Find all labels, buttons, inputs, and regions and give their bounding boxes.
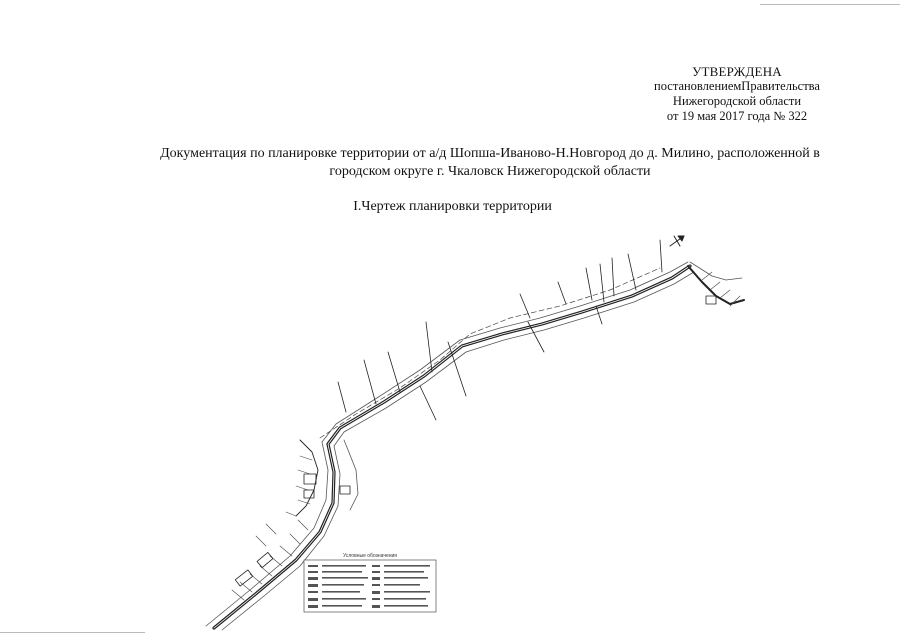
approval-heading: УТВЕРЖДЕНА	[692, 64, 782, 79]
building-hatch	[232, 272, 740, 600]
legend	[304, 553, 436, 612]
building-outlines	[235, 296, 716, 586]
road-setback-dashed	[320, 268, 660, 438]
north-arrow-icon	[670, 236, 684, 246]
road-centerline	[214, 266, 690, 628]
legend-title: Условные обозначения	[342, 553, 398, 559]
road-boundary-left	[206, 262, 688, 626]
document-title-line-1: Документация по планировке территории от а/д Шопша-Иваново-Н.Новгород до д. Милино, расположенной в	[160, 146, 820, 161]
road-carriageway	[214, 266, 690, 628]
cross-section-leaders	[338, 240, 662, 420]
approval-line-2: Нижегородской области	[672, 94, 802, 108]
section-title: I.Чертеж планировки территории	[353, 199, 552, 214]
road-loop	[296, 440, 318, 516]
document-title-line-2: городском округе г. Чкаловск Нижегородской области	[329, 164, 651, 179]
road-loop-2	[344, 440, 358, 510]
approval-line-3: от 19 мая 2017 года № 322	[666, 109, 808, 123]
approval-line-1: постановлениемПравительства	[654, 79, 820, 93]
road-boundary-right	[222, 272, 694, 630]
